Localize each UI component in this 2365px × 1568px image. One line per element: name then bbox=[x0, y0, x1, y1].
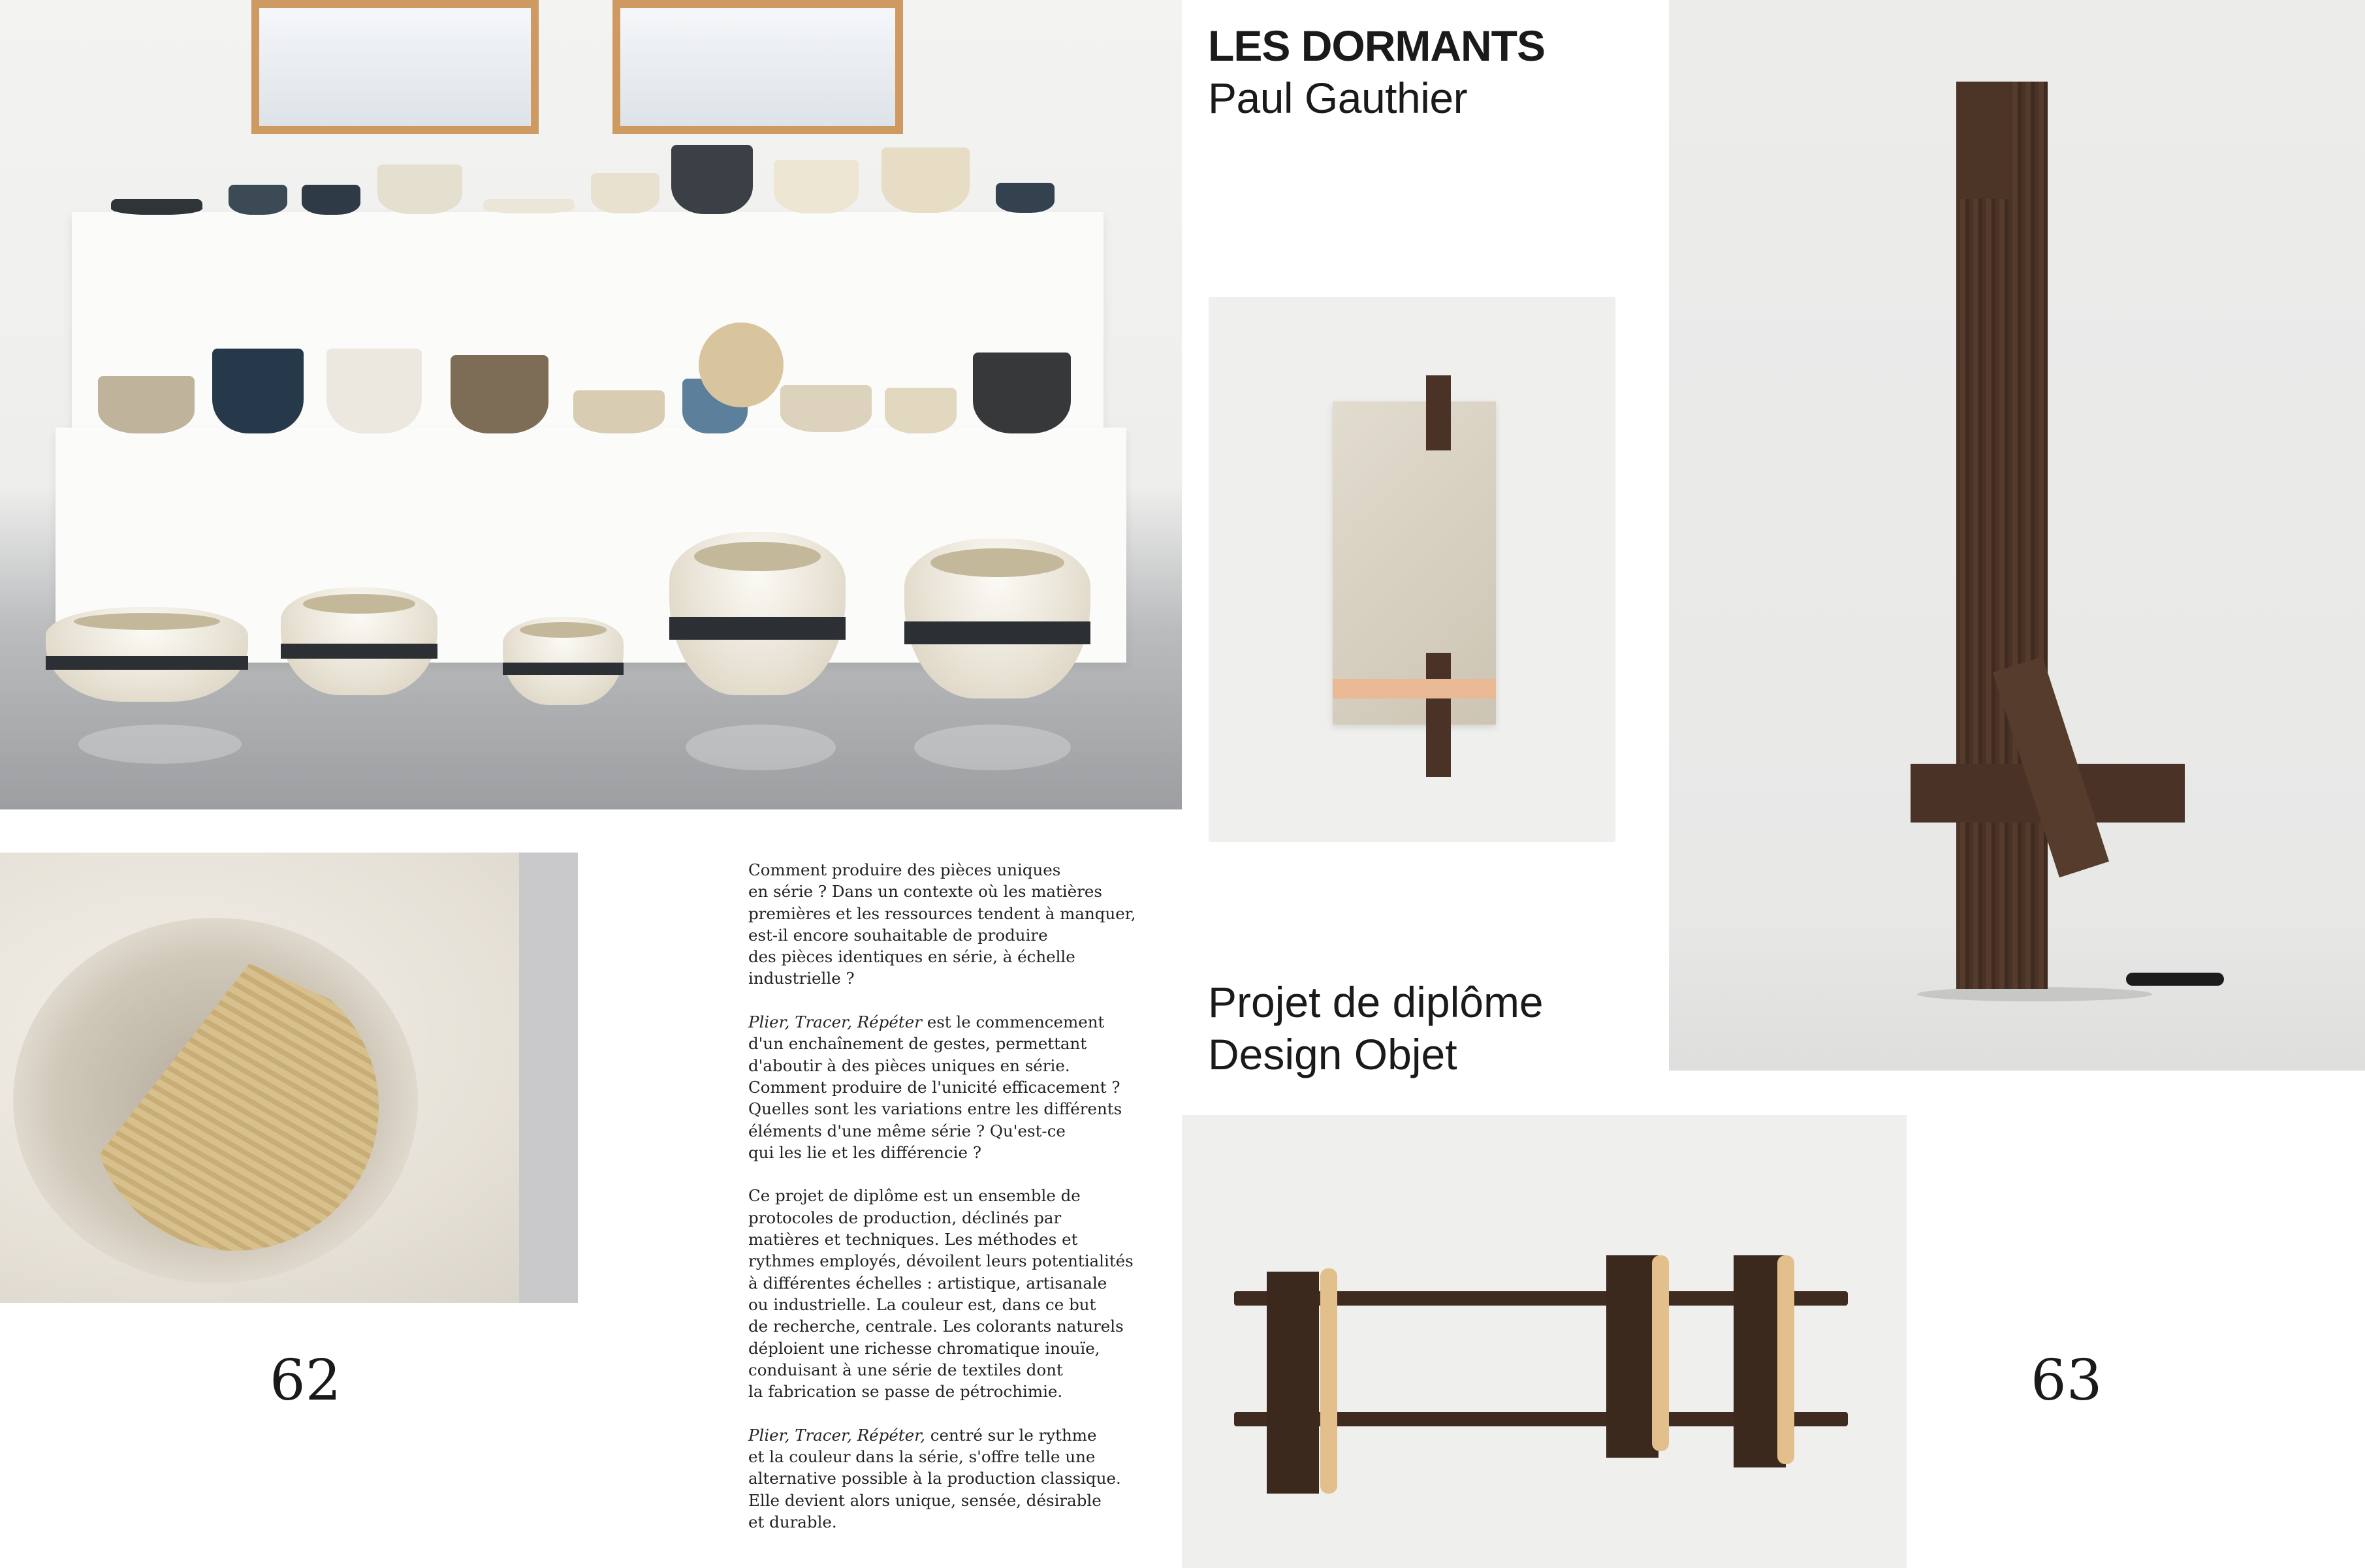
pot bbox=[996, 183, 1055, 213]
wood-clamp bbox=[1426, 375, 1451, 450]
paragraph-4: Plier, Tracer, Répéter, centré sur le rythme et la couleur dans la série, s'offre telle une alternative possible à la production classique. Elle devient alors unique, sensée, désirable et durable. bbox=[748, 1425, 1121, 1531]
project-title: LES DORMANTS bbox=[1208, 22, 1545, 70]
plaster-vessel bbox=[503, 617, 624, 705]
photo-mirror-object bbox=[1209, 297, 1615, 842]
photo-wooden-post bbox=[1669, 0, 2365, 1071]
paragraph-1: Comment produire des pièces uniques en série ? Dans un contexte où les matières premières et les ressources tendent à manquer, est-il encore souhaitable de produire des pièces identiques en série, à échelle industrielle ? bbox=[748, 860, 1136, 988]
project-type-line1: Projet de diplôme bbox=[1208, 978, 1544, 1026]
window bbox=[251, 0, 539, 134]
project-type-line2: Design Objet bbox=[1208, 1030, 1457, 1078]
pot bbox=[451, 355, 548, 433]
pot bbox=[111, 199, 202, 215]
pot bbox=[671, 145, 753, 214]
shelf-upright bbox=[1606, 1255, 1659, 1458]
work-title: Plier, Tracer, Répéter, bbox=[748, 1425, 926, 1445]
paragraph-3: Ce projet de diplôme est un ensemble de protocoles de production, déclinés par matières et techniques. Les méthodes et rythmes employés, dévoilent leurs potentialités à différentes échelles : artistique, artisanale ou industrielle. La couleur est, dans ce but de recherche, centrale. Les colorants naturels déploient une richesse chromatique inouïe, conduisant à une série de textiles dont la fabrication se passe de pétrochimie. bbox=[748, 1186, 1134, 1402]
window bbox=[612, 0, 903, 134]
shelf-curved-support bbox=[1320, 1268, 1337, 1494]
page-number-left: 62 bbox=[270, 1348, 341, 1413]
pot bbox=[377, 165, 462, 214]
pot bbox=[973, 353, 1071, 433]
plaster-vessel bbox=[669, 532, 846, 695]
pot bbox=[885, 388, 957, 433]
pot bbox=[229, 185, 287, 215]
floor-reflection bbox=[914, 725, 1071, 770]
pot bbox=[591, 173, 659, 213]
copper-strip bbox=[1333, 679, 1496, 698]
photo-shelf-object bbox=[1182, 1115, 1907, 1568]
pot bbox=[483, 199, 575, 213]
author-name: Paul Gauthier bbox=[1208, 74, 1468, 122]
photo-gallery-installation bbox=[0, 0, 1182, 809]
floor-reflection bbox=[686, 725, 836, 770]
shelf-upright bbox=[1267, 1272, 1319, 1494]
wood-clamp bbox=[1426, 653, 1451, 777]
mirror-glass bbox=[1333, 401, 1496, 725]
work-title: Plier, Tracer, Répéter bbox=[748, 1012, 922, 1032]
pot bbox=[881, 148, 970, 213]
paragraph-2: Plier, Tracer, Répéter est le commencement d'un enchaînement de gestes, permettant d'aboutir à des pièces uniques en série. Comment produire de l'unicité efficacement ? Quelles sont les variations entre les différents éléments d'une même série ? Qu'est-ce qui les lie et les différencie ? bbox=[748, 1012, 1122, 1162]
pot bbox=[212, 349, 304, 433]
pot bbox=[302, 185, 360, 215]
pot bbox=[780, 385, 872, 432]
pot bbox=[573, 390, 665, 433]
floor-reflection bbox=[78, 725, 242, 764]
plaster-vessel bbox=[281, 588, 437, 695]
plaster-vessel bbox=[46, 607, 248, 702]
shelf-curved-support bbox=[1652, 1255, 1669, 1451]
metal-pin bbox=[2126, 973, 2224, 986]
pot bbox=[326, 349, 422, 433]
shelf-curved-support bbox=[1777, 1255, 1794, 1464]
body-text bbox=[748, 859, 1166, 1555]
pot bbox=[98, 376, 195, 433]
woven-disc bbox=[699, 322, 784, 407]
wood-post bbox=[1956, 82, 2048, 989]
page-number-right: 63 bbox=[2031, 1348, 2103, 1413]
photo-woven-closeup bbox=[0, 853, 578, 1303]
pot bbox=[774, 160, 859, 213]
plaster-vessel bbox=[904, 539, 1090, 698]
